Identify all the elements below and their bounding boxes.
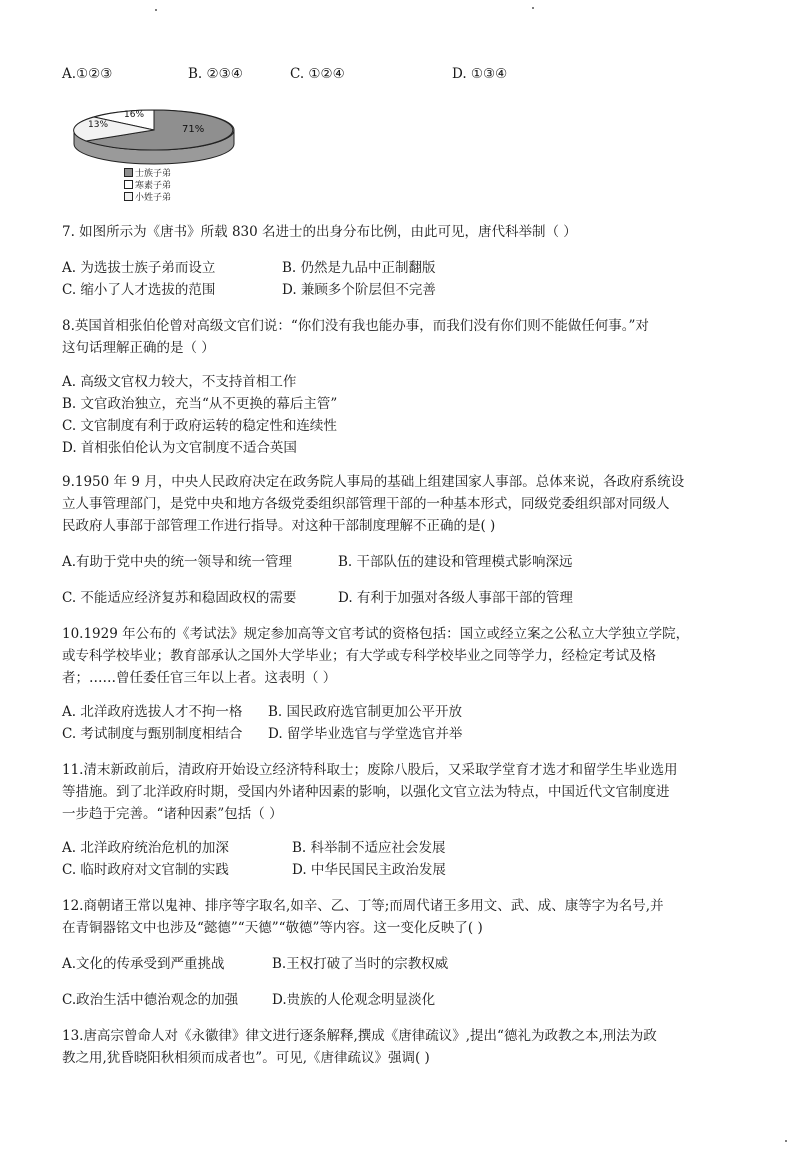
q10-option-d: D. 留学毕业选官与学堂选官并举 (268, 726, 463, 742)
q9-option-d: D. 有利于加强对各级人事部干部的管理 (338, 590, 573, 606)
pie-chart (64, 96, 244, 176)
q8-option-b: B. 文官政治独立，充当“从不更换的幕后主管” (62, 396, 338, 412)
q9-stem-line-2: 立人事管理部门，是党中央和地方各级党委组织部管理干部的一种基本形式，同级党委组织部对同级人 (62, 496, 670, 512)
q11-option-b: B. 科举制不适应社会发展 (292, 840, 446, 856)
legend-swatch-white (124, 180, 133, 189)
q8-option-a: A. 高级文官权力较大，不支持首相工作 (62, 374, 297, 390)
q8-option-c: C. 文官制度有利于政府运转的稳定性和连续性 (62, 418, 337, 434)
legend-item: 士族子弟 (124, 168, 171, 180)
q9-option-b: B. 干部队伍的建设和管理模式影响深远 (338, 554, 573, 570)
q12-option-c: C.政治生活中德治观念的加强 (62, 992, 239, 1008)
q10-stem-line-1: 10.1929 年公布的《考试法》规定参加高等文官考试的资格包括：国立或经立案之公私立大学独立学院， (62, 626, 690, 642)
q7-option-a: A. 为选拔士族子弟而设立 (62, 260, 216, 276)
q11-option-c: C. 临时政府对文官制的实践 (62, 862, 229, 878)
q11-stem-line-3: 一步趋于完善。“诸种因素”包括（ ） (62, 806, 283, 822)
q10-stem-line-2: 或专科学校毕业；教育部承认之国外大学毕业；有大学或专科学校毕业之同等学力，经检定考试及格 (62, 648, 656, 664)
q11-stem-line-2: 等措施。到了北洋政府时期，受国内外诸种因素的影响，以强化文官立法为特点，中国近代文官制度进 (62, 784, 670, 800)
q12-option-d: D.贵族的人伦观念明显淡化 (272, 992, 436, 1008)
q8-stem-line-2: 这句话理解正确的是（ ） (62, 340, 215, 356)
legend-item: 小姓子弟 (124, 192, 171, 204)
legend-item: 寒素子弟 (124, 180, 171, 192)
q7-option-b: B. 仍然是九品中正制翻版 (282, 260, 436, 276)
q12-option-b: B.王权打破了当时的宗教权威 (272, 956, 449, 972)
scan-speck (785, 1140, 787, 1142)
q9-option-a: A.有助于党中央的统一领导和统一管理 (62, 554, 293, 570)
q13-stem-line-2: 教之用,犹昏晓阳秋相须而成者也”。可见,《唐律疏议》强调( ) (62, 1050, 430, 1066)
pie-label-16: 16% (124, 110, 145, 120)
q6-option-c: C. ①②④ (290, 66, 345, 82)
q7-stem: 7. 如图所示为《唐书》所载 830 名进士的出身分布比例，由此可见，唐代科举制（ ） (62, 224, 577, 240)
q12-stem-line-2: 在青铜器铭文中也涉及“懿德”“天德”“敬德”等内容。这一变化反映了( ) (62, 920, 483, 936)
q13-stem-line-1: 13.唐高宗曾命人对《永徽律》律文进行逐条解释,撰成《唐律疏议》,提出“德礼为政教之本,刑法为政 (62, 1028, 657, 1044)
q12-stem-line-1: 12.商朝诸王常以鬼神、排序等字取名,如辛、乙、丁等;而周代诸王多用文、武、成、康等字为名号,并 (62, 898, 664, 914)
q11-stem-line-1: 11.清末新政前后，清政府开始设立经济特科取士；废除八股后，又采取学堂育才选才和留学生毕业选用 (62, 762, 678, 778)
q8-option-d: D. 首相张伯伦认为文官制度不适合英国 (62, 440, 297, 456)
pie-label-71: 71% (182, 124, 205, 135)
q9-stem-line-1: 9.1950 年 9 月，中央人民政府决定在政务院人事局的基础上组建国家人事部。总体来说，各政府系统设 (62, 474, 685, 490)
pie-label-13: 13% (88, 120, 109, 130)
legend-swatch-light (124, 192, 133, 201)
q10-stem-line-3: 者；……曾任委任官三年以上者。这表明（ ） (62, 670, 337, 686)
q6-option-b: B. ②③④ (188, 66, 243, 82)
q10-option-a: A. 北洋政府选拔人才不拘一格 (62, 704, 243, 720)
legend-swatch-dark (124, 168, 133, 177)
q7-option-d: D. 兼顾多个阶层但不完善 (282, 282, 436, 298)
q6-option-d: D. ①③④ (452, 66, 508, 82)
q7-option-c: C. 缩小了人才选拔的范围 (62, 282, 216, 298)
q12-option-a: A.文化的传承受到严重挑战 (62, 956, 225, 972)
q9-option-c: C. 不能适应经济复苏和稳固政权的需要 (62, 590, 297, 606)
q9-stem-line-3: 民政府人事部于部管理工作进行指导。对这种干部制度理解不正确的是( ) (62, 518, 496, 534)
q8-stem-line-1: 8.英国首相张伯伦曾对高级文官们说：“你们没有我也能办事，而我们没有你们则不能做任何事。”对 (62, 318, 649, 334)
q11-option-a: A. 北洋政府统治危机的加深 (62, 840, 229, 856)
q10-option-c: C. 考试制度与甄别制度相结合 (62, 726, 243, 742)
scan-speck (155, 9, 157, 11)
q11-option-d: D. 中华民国民主政治发展 (292, 862, 446, 878)
q6-option-a: A.①②③ (62, 66, 113, 82)
scan-speck (532, 7, 534, 9)
q10-option-b: B. 国民政府选官制更加公平开放 (268, 704, 463, 720)
